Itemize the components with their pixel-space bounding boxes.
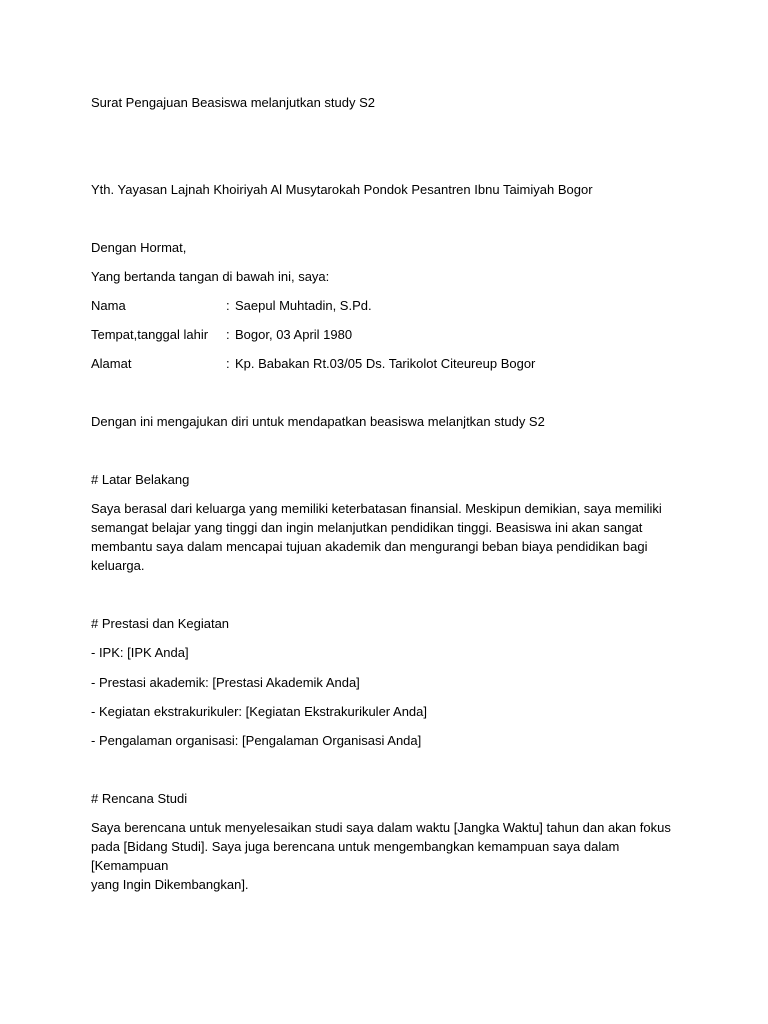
field-value: Saepul Muhtadin, S.Pd. xyxy=(235,298,372,313)
list-item-ipk: - IPK: [IPK Anda] xyxy=(91,645,189,660)
letter-title: Surat Pengajuan Beasiswa melanjutkan study S2 xyxy=(91,95,376,110)
field-tempat-tanggal-lahir xyxy=(91,325,691,344)
paragraph-line: pada [Bidang Studi]. Saya juga berencana untuk mengembangkan kemampuan saya dalam [Kemampuan xyxy=(91,839,620,873)
list-item-pengalaman-organisasi: - Pengalaman organisasi: [Pengalaman Organisasi Anda] xyxy=(91,733,422,748)
statement: Dengan ini mengajukan diri untuk mendapatkan beasiswa melanjtkan study S2 xyxy=(91,414,545,429)
background-paragraph xyxy=(91,499,691,575)
field-label: Tempat,tanggal lahir xyxy=(91,327,209,342)
field-value: Bogor, 03 April 1980 xyxy=(235,327,353,342)
section-heading-rencana-studi: # Rencana Studi xyxy=(91,791,188,806)
intro-line: Yang bertanda tangan di bawah ini, saya: xyxy=(91,269,330,284)
paragraph-line: keluarga. xyxy=(91,558,145,573)
list-item-prestasi-akademik: - Prestasi akademik: [Prestasi Akademik Anda] xyxy=(91,675,360,690)
section-heading-latar-belakang: # Latar Belakang xyxy=(91,472,190,487)
greeting: Dengan Hormat, xyxy=(91,240,187,255)
field-colon: : xyxy=(226,356,230,371)
field-label: Alamat xyxy=(91,356,132,371)
list-item-kegiatan-ekstrakurikuler: - Kegiatan ekstrakurikuler: [Kegiatan Ekstrakurikuler Anda] xyxy=(91,704,428,719)
paragraph-line: semangat belajar yang tinggi dan ingin melanjutkan pendidikan tinggi. Beasiswa ini akan sangat xyxy=(91,520,643,535)
field-label: Nama xyxy=(91,298,126,313)
paragraph-line: Saya berencana untuk menyelesaikan studi saya dalam waktu [Jangka Waktu] tahun dan akan fokus xyxy=(91,820,671,835)
paragraph-line: membantu saya dalam mencapai tujuan akademik dan mengurangi beban biaya pendidikan bagi xyxy=(91,539,648,554)
study-plan-paragraph xyxy=(91,818,691,894)
letter-recipient: Yth. Yayasan Lajnah Khoiriyah Al Musytarokah Pondok Pesantren Ibnu Taimiyah Bogor xyxy=(91,182,593,197)
field-colon: : xyxy=(226,327,230,342)
section-heading-prestasi: # Prestasi dan Kegiatan xyxy=(91,616,230,631)
paragraph-line: yang Ingin Dikembangkan]. xyxy=(91,877,249,892)
paragraph-line: Saya berasal dari keluarga yang memiliki keterbatasan finansial. Meskipun demikian, saya memiliki xyxy=(91,501,662,516)
field-value: Kp. Babakan Rt.03/05 Ds. Tarikolot Citeureup Bogor xyxy=(235,356,536,371)
field-colon: : xyxy=(226,298,230,313)
field-alamat xyxy=(91,354,691,373)
field-nama xyxy=(91,296,691,315)
